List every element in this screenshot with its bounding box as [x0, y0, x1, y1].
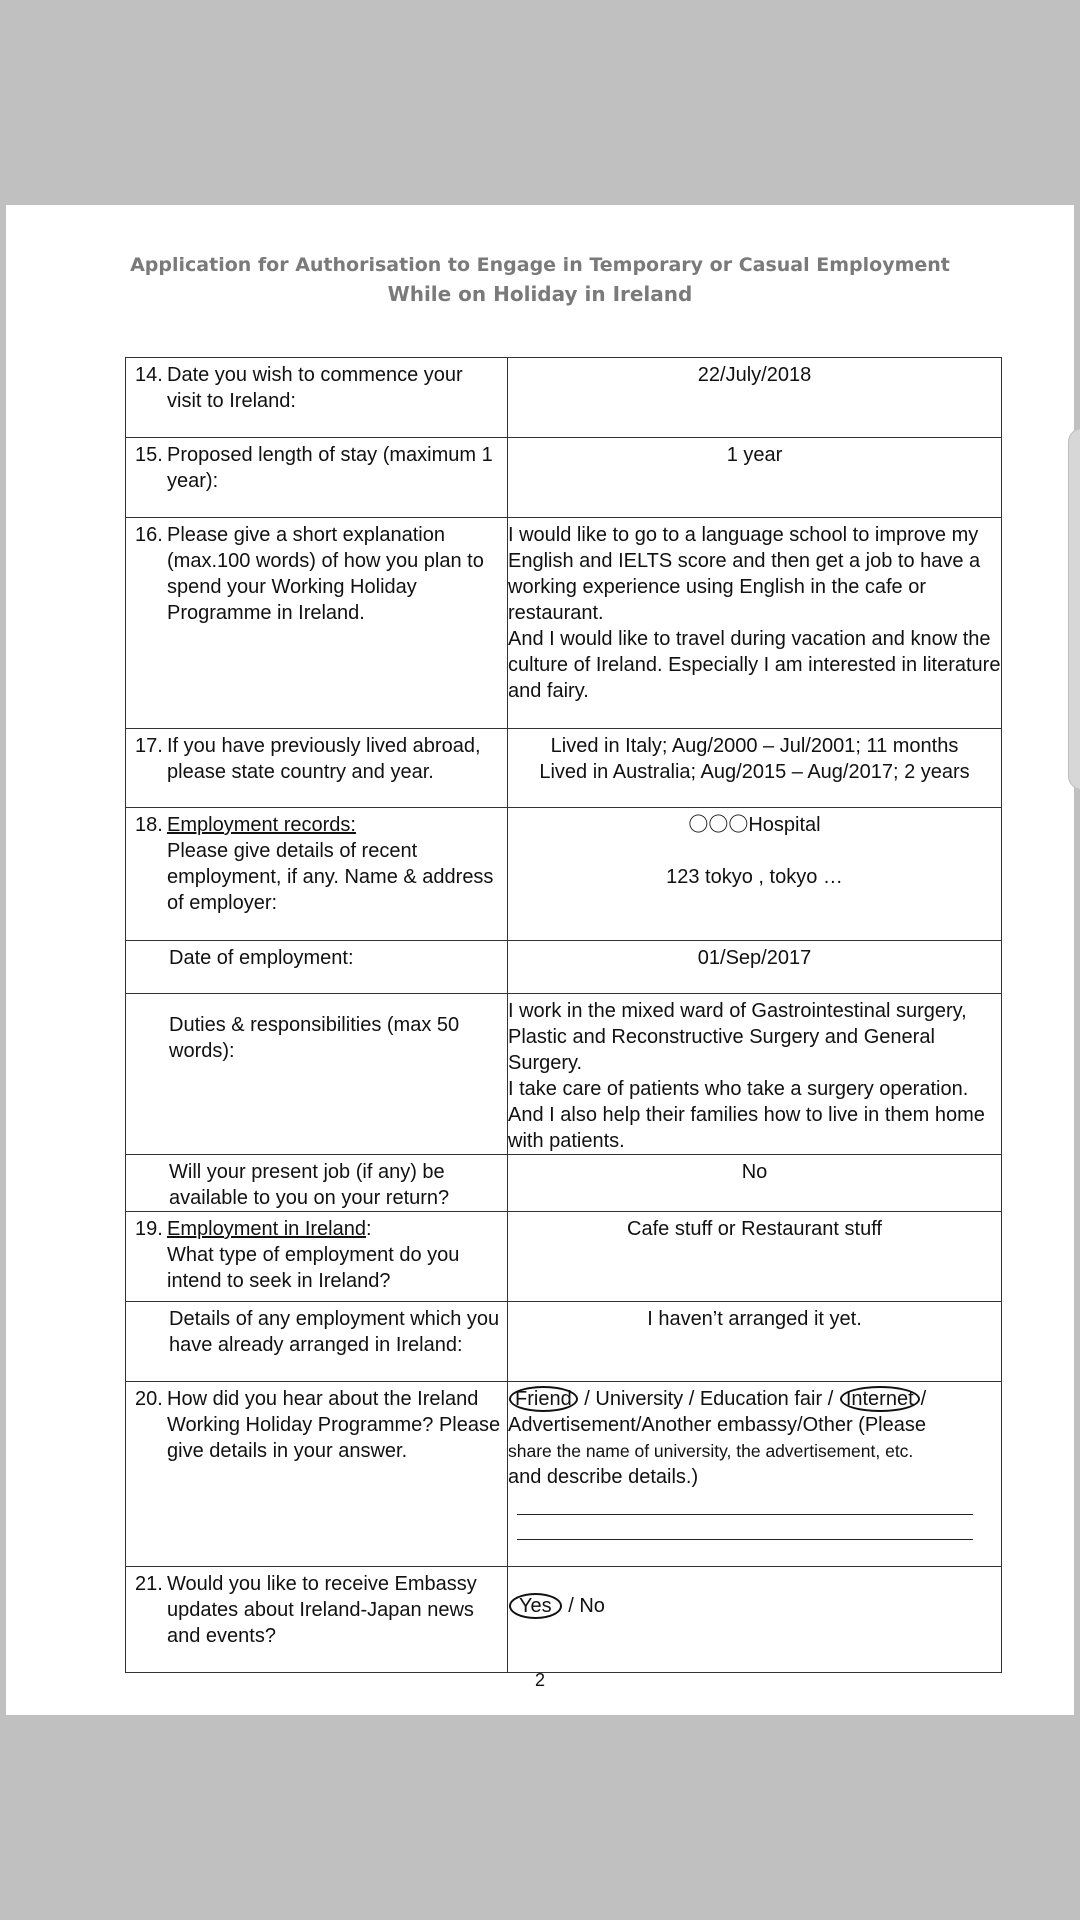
q20-options-line-2: Advertisement/Another embassy/Other (Please — [508, 1414, 926, 1436]
q18-employer-address: 123 tokyo , tokyo … — [666, 866, 843, 888]
row-15 — [126, 438, 1002, 518]
row-16 — [126, 518, 1002, 729]
application-table — [125, 357, 1002, 1673]
q19-arranged-label: Details of any employment which you have already arranged in Ireland: — [169, 1308, 500, 1356]
row-14 — [126, 358, 1002, 438]
q21-number: 21. — [135, 1573, 163, 1595]
row-17 — [126, 729, 1002, 808]
q18-job-label: Will your present job (if any) be available to you on your return? — [169, 1161, 450, 1209]
q19-answer: Cafe stuff or Restaurant stuff — [508, 1212, 1002, 1302]
q20-options-middle: / University / Education fair / — [584, 1388, 834, 1410]
q18-date-label: Date of employment: — [169, 947, 354, 969]
row-19-arranged — [126, 1302, 1002, 1382]
q18-duties-paragraph-2: I take care of patients who take a surgery operation. And I also help their families how to live in them home with patients. — [508, 1078, 985, 1152]
form-title-line2: While on Holiday in Ireland — [387, 282, 693, 306]
side-panel-handle[interactable] — [1068, 428, 1080, 790]
q16-answer-paragraph-1: I would like to go to a language school to improve my English and IELTS score and then get a job to have a working experience using English in the cafe or restaurant. — [508, 524, 981, 624]
q14-label: Date you wish to commence your visit to Ireland: — [167, 364, 463, 412]
q18-heading: Employment records: — [167, 814, 356, 836]
q18-duties-paragraph-1: I work in the mixed ward of Gastrointestinal surgery, Plastic and Reconstructive Surgery and General Surgery. — [508, 1000, 967, 1074]
row-21 — [126, 1567, 1002, 1673]
row-18-duties — [126, 994, 1002, 1155]
q17-number: 17. — [135, 735, 163, 757]
q20-options-line-4: and describe details.) — [508, 1466, 699, 1488]
q19-label: What type of employment do you intend to seek in Ireland? — [167, 1244, 460, 1292]
q20-option-friend-circled: Friend — [509, 1386, 578, 1412]
q18-duties-label: Duties & responsibilities (max 50 words): — [169, 1014, 460, 1062]
q20-label: How did you hear about the Ireland Working Holiday Programme? Please give details in your answer. — [167, 1388, 501, 1462]
q17-answer-line-1: Lived in Italy; Aug/2000 – Jul/2001; 11 months — [550, 735, 959, 757]
form-page — [6, 205, 1074, 1715]
q20-options-slash: / — [920, 1388, 927, 1410]
q18-employer-name: 〇〇〇Hospital — [688, 814, 821, 836]
q19-heading: Employment in Ireland — [167, 1218, 366, 1240]
q20-number: 20. — [135, 1388, 163, 1410]
q17-answer-line-2: Lived in Australia; Aug/2015 – Aug/2017; 2 years — [539, 761, 970, 783]
row-19 — [126, 1212, 1002, 1302]
row-18-job-available — [126, 1155, 1002, 1212]
q21-label: Would you like to receive Embassy updates about Ireland-Japan news and events? — [167, 1573, 477, 1647]
q20-options-line-3: share the name of university, the advertisement, etc. — [508, 1441, 914, 1461]
q18-label: Please give details of recent employment, if any. Name & address of employer: — [167, 840, 494, 914]
q20-option-internet-circled: Internet — [840, 1386, 920, 1412]
q16-number: 16. — [135, 524, 163, 546]
q17-label: If you have previously lived abroad, please state country and year. — [167, 735, 481, 783]
q14-answer: 22/July/2018 — [508, 358, 1002, 438]
q21-option-yes-circled: Yes — [509, 1593, 562, 1619]
q19-colon: : — [365, 1218, 372, 1240]
q18-job-answer: No — [508, 1155, 1002, 1212]
q20-details-line-2[interactable] — [517, 1529, 973, 1540]
q18-date-answer: 01/Sep/2017 — [508, 941, 1002, 994]
row-18-date — [126, 941, 1002, 994]
row-20 — [126, 1382, 1002, 1567]
q19-number: 19. — [135, 1218, 163, 1240]
form-title-line1: Application for Authorisation to Engage in Temporary or Casual Employment — [130, 254, 950, 276]
q15-answer: 1 year — [508, 438, 1002, 518]
q20-details-line-1[interactable] — [517, 1504, 973, 1515]
q15-number: 15. — [135, 444, 163, 466]
row-18 — [126, 808, 1002, 941]
q14-number: 14. — [135, 364, 163, 386]
q16-answer-paragraph-2: And I would like to travel during vacation and know the culture of Ireland. Especially I am interested in literature and fairy. — [508, 628, 1001, 702]
page-number: 2 — [534, 1670, 545, 1690]
q21-option-no: / No — [568, 1595, 605, 1617]
q18-number: 18. — [135, 814, 163, 836]
q15-label: Proposed length of stay (maximum 1 year): — [167, 444, 493, 492]
q19-arranged-answer: I haven’t arranged it yet. — [508, 1302, 1002, 1382]
q16-label: Please give a short explanation (max.100 words) of how you plan to spend your Working Holiday Programme in Ireland. — [167, 524, 484, 624]
